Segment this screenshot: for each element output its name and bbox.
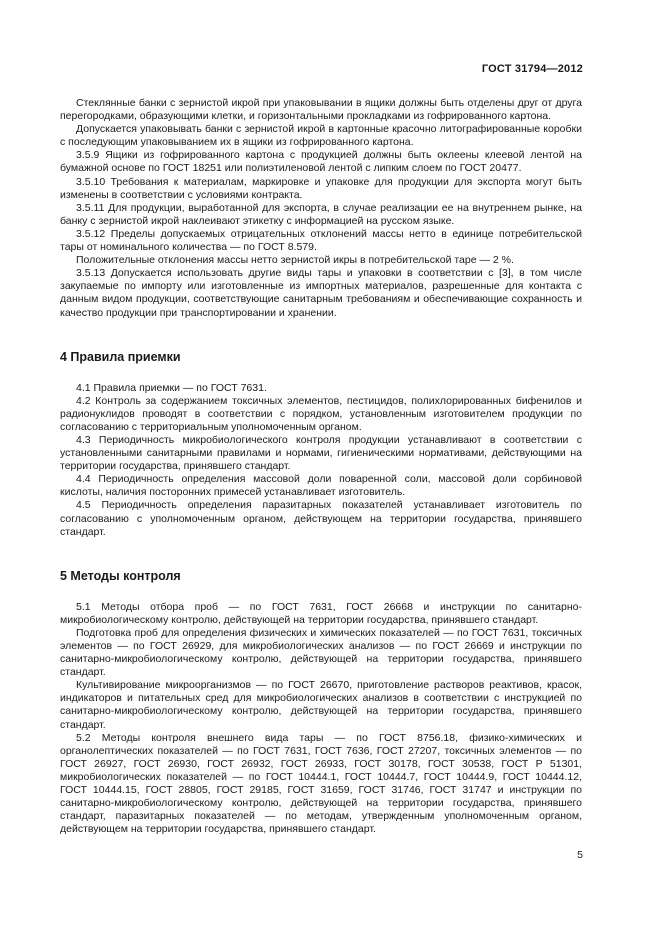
paragraph: 4.4 Периодичность определения массовой доли поваренной соли, массовой доли сорбиновой кислоты, наличия посторонних примесей устанавливает изготовитель. [60,473,582,499]
page-number: 5 [577,849,583,861]
document-code: ГОСТ 31794—2012 [481,63,583,75]
section-heading: 5 Методы контроля [60,568,181,583]
page-content [60,97,582,836]
paragraph: Культивирование микроорганизмов — по ГОСТ 26670, приготовление растворов реактивов, красок, индикаторов и питательных сред для микробиологических анализов в соответствии с инструкцией по санитарно-микробиологическому контролю, действующей на территории государства, принявшего стандарт. [60,679,582,731]
paragraph: 4.5 Периодичность определения паразитарных показателей устанавливает изготовитель по согласованию с уполномоченным органом, действующем на территории государства, принявшего стандарт. [60,499,582,538]
section-heading: 4 Правила приемки [60,349,181,364]
paragraph: 5.2 Методы контроля внешнего вида тары — по ГОСТ 8756.18, физико-химических и органолептических показателей — по ГОСТ 7631, ГОСТ 7636, ГОСТ 27207, токсичных элементов — по ГОСТ 26927, ГОСТ 26930, ГОСТ 26932, ГОСТ 26933, ГОСТ 30178, ГОСТ 30538, ГОСТ Р 51301, микробиологических показателей — по ГОСТ 10444.1, ГОСТ 10444.7, ГОСТ 10444.9, ГОСТ 10444.12, ГОСТ 10444.15, ГОСТ 28805, ГОСТ 29185, ГОСТ 31659, ГОСТ 31746, ГОСТ 31747 и инструкции по санитарно-микробиологическому контролю, действующей на территории государства, принявшего стандарт, паразитарных показателей — по методам, утвержденным уполномоченным органом, действующем на территории государства, принявшего стандарт. [60,731,582,836]
paragraph: 5.1 Методы отбора проб — по ГОСТ 7631, ГОСТ 26668 и инструкции по санитарно-микробиологическому контролю, действующей на территории государства, принявшего стандарт. [60,600,582,626]
paragraph: Подготовка проб для определения физических и химических показателей — по ГОСТ 7631, токсичных элементов — по ГОСТ 26929, для микробиологических анализов — по ГОСТ 26669 и инструкции по санитарно-микробиологическому контролю, действующей на территории государства, принявшего стандарт. [60,626,582,679]
paragraph: 3.5.11 Для продукции, выработанной для экспорта, в случае реализации ее на внутреннем рынке, на банку с зернистой икрой наклеивают этикетку с информацией на русском языке. [60,201,582,227]
paragraph: Допускается упаковывать банки с зернистой икрой в картонные красочно литографированные коробки с последующим упаковыванием их в ящики из гофрированного картона. [60,123,582,149]
paragraph: 4.3 Периодичность микробиологического контроля продукции устанавливают в соответствии с установленными санитарными правилами и нормами, гигиеническими нормативами, действующими на территории государства, принявшего стандарт. [60,433,582,473]
paragraph: Стеклянные банки с зернистой икрой при упаковывании в ящики должны быть отделены друг от друга перегородками, образующими клетки, и горизонтальными прокладками из гофрированного картона. [60,97,582,123]
paragraph: 3.5.12 Пределы допускаемых отрицательных отклонений массы нетто в единице потребительской тары от номинального количества — по ГОСТ 8.579. [60,227,582,254]
paragraph: 3.5.13 Допускается использовать другие виды тары и упаковки в соответствии с [3], в том числе закупаемые по импорту или изготовленные из импортных материалов, разрешенные для контакта с данным видом продукции, соответствующие санитарным требованиям и обеспечивающие сохранность и качество продукции при транспортировании и хранении. [60,267,582,319]
paragraph: Положительные отклонения массы нетто зернистой икры в потребительской таре — 2 %. [76,254,514,267]
paragraph: 4.2 Контроль за содержанием токсичных элементов, пестицидов, полихлорированных бифенилов и радионуклидов проводят в соответствии с порядком, установленным изготовителем продукции по согласованию с территориальным уполномоченным органом. [60,394,582,433]
paragraph: 4.1 Правила приемки — по ГОСТ 7631. [76,381,267,394]
paragraph: 3.5.9 Ящики из гофрированного картона с продукцией должны быть оклеены клеевой лентой на бумажной основе по ГОСТ 18251 или полиэтиленовой лентой с липким слоем по ГОСТ 20477. [60,149,582,175]
paragraph: 3.5.10 Требования к материалам, маркировке и упаковке для продукции для экспорта могут быть изменены в соответствии с условиями контракта. [60,175,582,201]
